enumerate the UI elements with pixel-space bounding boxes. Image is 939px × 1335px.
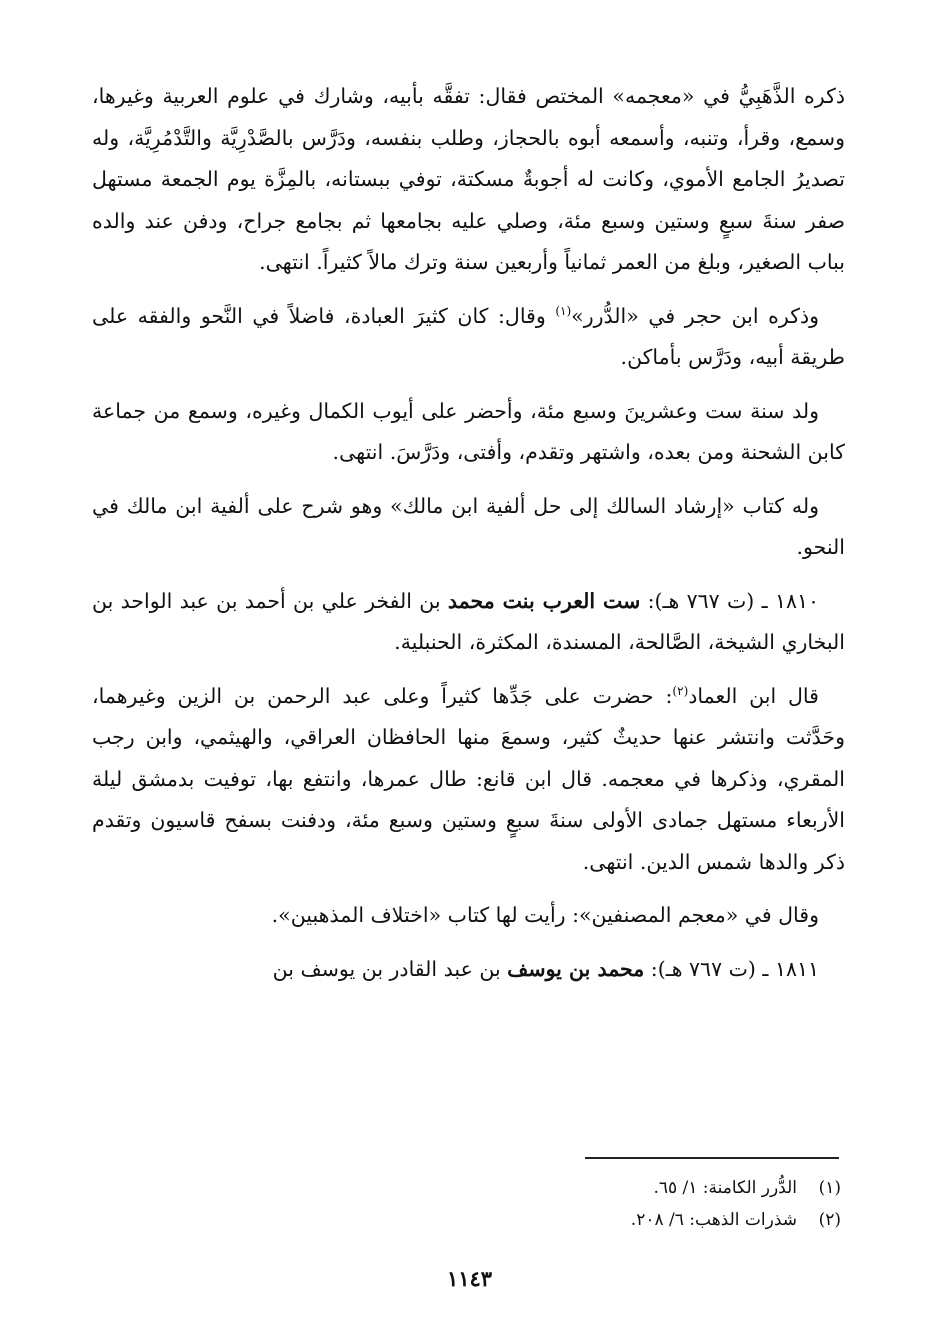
footnote-mark: (٢) (818, 1210, 841, 1230)
entry-number: ١٨١١ ـ (ت ٧٦٧ هـ): (644, 956, 819, 981)
paragraph-text: وله كتاب «إرشاد السالك إلى حل ألفية ابن مالك» وهو شرح على ألفية ابن مالك في النحو. (92, 493, 845, 559)
paragraph-mujam-musannifin (92, 895, 845, 937)
paragraph-ibn-al-imad (92, 676, 845, 884)
paragraph-book (92, 486, 845, 569)
footnote-ref-1[interactable]: (١) (555, 303, 572, 318)
footnote-text: الدُّرر الكامنة: ١/ ٦٥. (653, 1178, 797, 1198)
entry-text: بن عبد القادر بن يوسف بن (272, 956, 508, 981)
main-text (92, 76, 845, 1002)
paragraph-text-start: قال ابن العماد (688, 683, 819, 708)
footnote-text: شذرات الذهب: ٦/ ٢٠٨. (630, 1210, 797, 1230)
paragraph-text-start: وذكره ابن حجر في «الدُّرر» (571, 303, 819, 328)
paragraph-text-end: : حضرت على جَدِّها كثيراً وعلى عبد الرحمن بن الزين وغيرهما، وحَدَّثت وانتشر عنها حديثٌ كثير، وسمعَ منها الحافظان العراقي، والهيثمي، وابن رجب المقري، وذكرها في معجمه. قال ابن قانع: طال عمرها، وانتفع بها، توفيت بدمشق ليلة الأربعاء مستهل جمادى الأولى سنةَ سبعٍ وستين وسبع مئة، ودفنت بسفح قاسيون وتقدم ذكر والدها شمس الدين. انتهى. (92, 683, 845, 874)
footnote-2 (631, 1204, 841, 1236)
footnotes (631, 1172, 841, 1236)
paragraph-text: ولد سنة ست وعشرينَ وسبع مئة، وأحضر على أيوب الكمال وغيره، وسمع من جماعة كابن الشحنة ومن بعده، واشتهر وتقدم، وأفتى، ودَرَّسَ. انتهى. (92, 398, 845, 464)
footnote-separator (585, 1157, 839, 1159)
entry-1811 (92, 949, 845, 991)
entry-name: محمد بن يوسف (507, 956, 645, 981)
entry-1810 (92, 581, 845, 664)
paragraph-text: ذكره الذَّهَبِيُّ في «معجمه» المختص فقال: تفقَّه بأبيه، وشارك في علوم العربية وغيرها، وسمع، وقرأ، وتنبه، وأسمعه أبوه بالحجاز، وطلب بنفسه، ودَرَّس بالصَّدْرِيَّة والتَّدْمُرِيَّة، وله تصديرُ الجامع الأموي، وكانت له أجوبةٌ مسكتة، توفي ببستانه، بالمِزَّة يوم الجمعة مستهل صفر سنةَ سبعٍ وستين وسبع مئة، وصلي عليه بجامعها ثم بجامع جراح، ودفن عند والده بباب الصغير، وبلغ من العمر ثمانياً وأربعين سنة وترك مالاً كثيراً. انتهى. (92, 84, 845, 274)
entry-name: ست العرب بنت محمد (447, 588, 641, 613)
footnote-ref-2[interactable]: (٢) (672, 683, 689, 698)
paragraph-ibn-hajar (92, 296, 845, 379)
footnote-1 (631, 1172, 841, 1204)
paragraph-text-end: وقال: كان كثيرَ العبادة، فاضلاً في النَّحو والفقه على طريقة أبيه، ودَرَّس بأماكن. (92, 303, 845, 369)
page-number: ١١٤٣ (446, 1266, 493, 1291)
entry-number: ١٨١٠ ـ (ت ٧٦٧ هـ): (640, 588, 819, 613)
entry-text: بن الفخر علي بن أحمد بن عبد الواحد بن البخاري الشيخة، الصَّالحة، المسندة، المكثرة، الحنبلية. (92, 588, 845, 654)
paragraph-text: وقال في «معجم المصنفين»: رأيت لها كتاب «اختلاف المذهبين». (271, 903, 819, 927)
paragraph-birth (92, 391, 845, 474)
footnote-mark: (١) (818, 1178, 841, 1198)
paragraph-dhahabi-quote (92, 76, 845, 284)
